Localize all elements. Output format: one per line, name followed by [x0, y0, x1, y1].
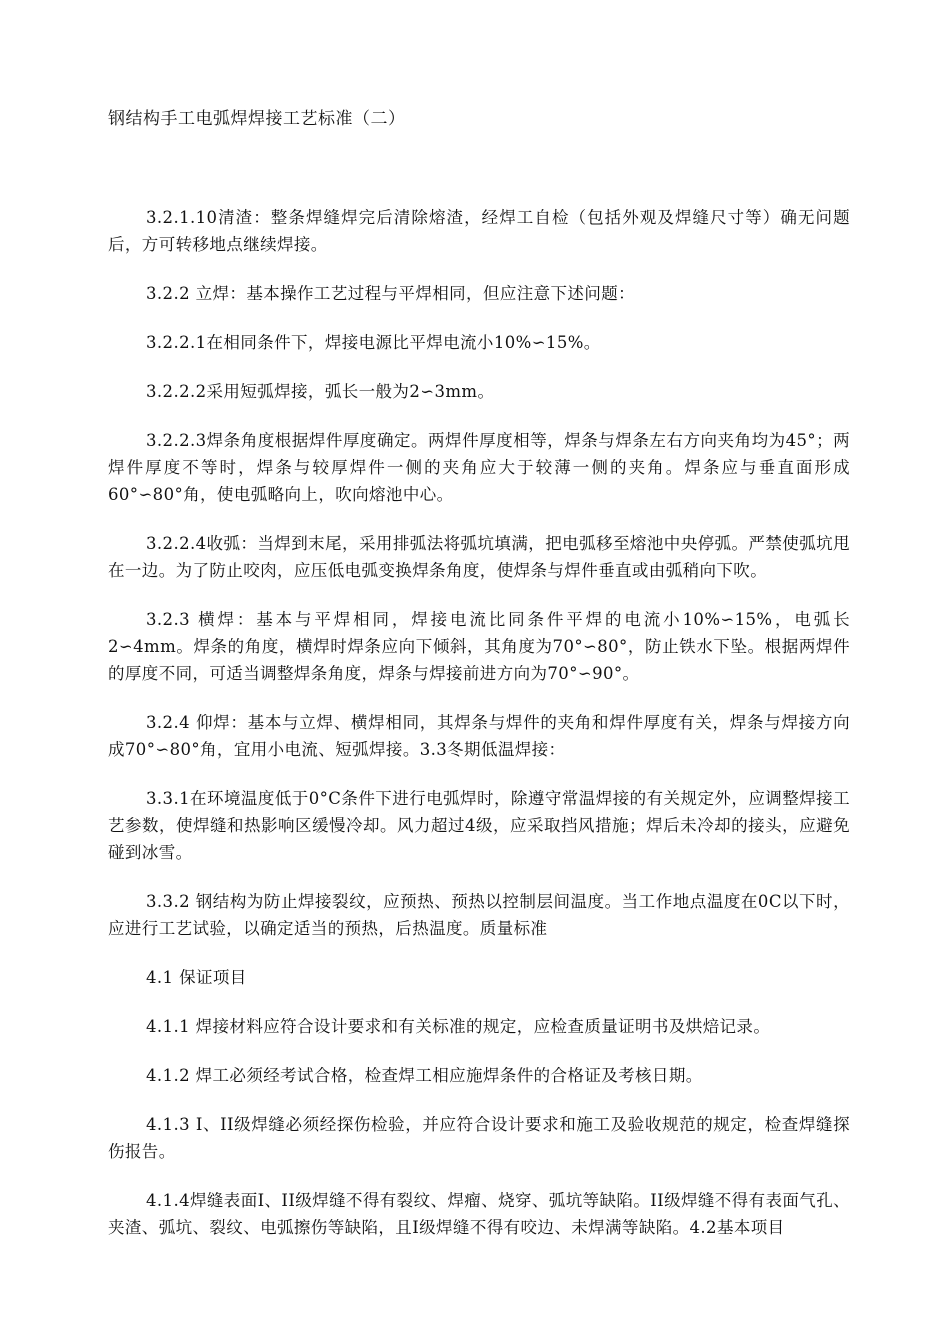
paragraph-4-1-4: 4.1.4焊缝表面I、II级焊缝不得有裂纹、焊瘤、烧穿、弧坑等缺陷。II级焊缝不得有表面气孔、夹渣、弧坑、裂纹、电弧擦伤等缺陷，且I级焊缝不得有咬边、未焊满等缺陷。4.2基本项目 [108, 1191, 850, 1237]
paragraph-4-1-2: 4.1.2 焊工必须经考试合格，检查焊工相应施焊条件的合格证及考核日期。 [146, 1066, 703, 1085]
paragraph-3-3-2: 3.3.2 钢结构为防止焊接裂纹，应预热、预热以控制层间温度。当工作地点温度在0C以下时，应进行工艺试验，以确定适当的预热，后热温度。质量标准 [108, 892, 850, 938]
paragraph-3-3-1: 3.3.1在环境温度低于0°C条件下进行电弧焊时，除遵守常温焊接的有关规定外，应调整焊接工艺参数，使焊缝和热影响区缓慢冷却。风力超过4级，应采取挡风措施；焊后未冷却的接头，应避免碰到冰雪。 [108, 789, 850, 862]
paragraph-4-1-3: 4.1.3 I、II级焊缝必须经探伤检验，并应符合设计要求和施工及验收规范的规定，检查焊缝探伤报告。 [108, 1115, 850, 1161]
paragraph-3-2-2-1: 3.2.2.1在相同条件下，焊接电源比平焊电流小10%∽15%。 [146, 333, 601, 352]
paragraph-3-2-4: 3.2.4 仰焊：基本与立焊、横焊相同，其焊条与焊件的夹角和焊件厚度有关，焊条与焊接方向成70°∽80°角，宜用小电流、短弧焊接。3.3冬期低温焊接： [108, 713, 850, 759]
paragraph-3-2-2-2: 3.2.2.2采用短弧焊接，弧长一般为2∽3mm。 [146, 382, 495, 401]
document-body [108, 204, 850, 1263]
paragraph-3-2-2-4: 3.2.2.4收弧：当焊到末尾，采用排弧法将弧坑填满，把电弧移至熔池中央停弧。严禁使弧坑甩在一边。为了防止咬肉，应压低电弧变换焊条角度，使焊条与焊件垂直或由弧稍向下吹。 [108, 534, 850, 580]
paragraph-4-1: 4.1 保证项目 [146, 968, 247, 987]
document-title: 钢结构手工电弧焊焊接工艺标准（二） [108, 109, 406, 129]
paragraph-3-2-1-10: 3.2.1.10清渣：整条焊缝焊完后清除熔渣，经焊工自检（包括外观及焊缝尺寸等）确无问题后，方可转移地点继续焊接。 [108, 208, 850, 254]
paragraph-3-2-3: 3.2.3 横焊：基本与平焊相同，焊接电流比同条件平焊的电流小10%∽15%，电弧长2∽4mm。焊条的角度，横焊时焊条应向下倾斜，其角度为70°∽80°，防止铁水下坠。根据两焊件的厚度不同，可适当调整焊条角度，焊条与焊接前进方向为70°∽90°。 [108, 610, 850, 683]
paragraph-4-1-1: 4.1.1 焊接材料应符合设计要求和有关标准的规定，应检查质量证明书及烘焙记录。 [146, 1017, 771, 1036]
paragraph-3-2-2-3: 3.2.2.3焊条角度根据焊件厚度确定。两焊件厚度相等，焊条与焊条左右方向夹角均为45°；两焊件厚度不等时，焊条与较厚焊件一侧的夹角应大于较薄一侧的夹角。焊条应与垂直面形成60°∽80°角，使电弧略向上，吹向熔池中心。 [108, 431, 850, 504]
paragraph-3-2-2: 3.2.2 立焊：基本操作工艺过程与平焊相同，但应注意下述问题： [146, 284, 636, 303]
